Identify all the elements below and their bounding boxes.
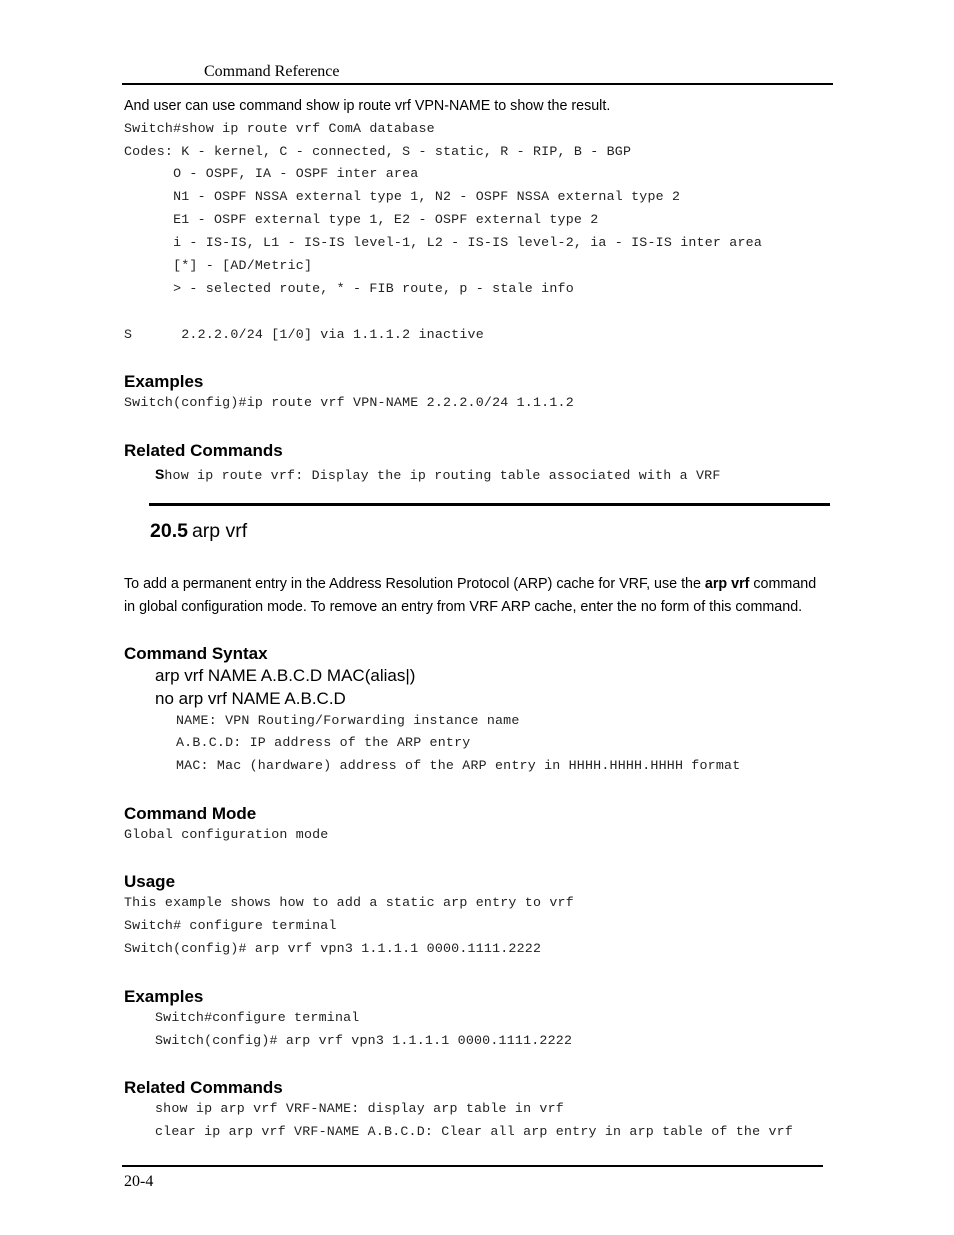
code-line: N1 - OSPF NSSA external type 1, N2 - OSPF NSSA external type 2	[124, 189, 681, 204]
section-number: 20.5	[150, 520, 188, 542]
code-line: O - OSPF, IA - OSPF inter area	[124, 166, 419, 181]
code-line: > - selected route, * - FIB route, p - stale info	[124, 281, 574, 296]
code-line: [*] - [AD/Metric]	[124, 258, 313, 273]
syntax-line: arp vrf NAME A.B.C.D MAC(alias|)	[155, 666, 416, 685]
section-rule	[149, 503, 830, 506]
description-line-1: To add a permanent entry in the Address Resolution Protocol (ARP) cache for VRF, use the arp vrf command	[124, 576, 817, 592]
code-line: E1 - OSPF external type 1, E2 - OSPF external type 2	[124, 212, 599, 227]
header-rule	[122, 83, 833, 85]
header-title: Command Reference	[204, 63, 340, 80]
syntax-param: A.B.C.D: IP address of the ARP entry	[176, 735, 471, 750]
examples-heading: Examples	[124, 372, 204, 391]
related-commands-heading: Related Commands	[124, 1078, 283, 1097]
related-command-line: show ip arp vrf VRF-NAME: display arp table in vrf	[155, 1101, 564, 1116]
example-code-line: Switch(config)#ip route vrf VPN-NAME 2.2.2.0/24 1.1.1.2	[124, 395, 574, 410]
code-line: Switch#show ip route vrf ComA database	[124, 121, 435, 136]
usage-line: Switch(config)# arp vrf vpn3 1.1.1.1 0000.1111.2222	[124, 941, 542, 956]
syntax-line: no arp vrf NAME A.B.C.D	[155, 689, 346, 708]
example-code-line: Switch(config)# arp vrf vpn3 1.1.1.1 0000.1111.2222	[155, 1033, 573, 1048]
examples-heading: Examples	[124, 987, 204, 1006]
page-number: 20-4	[124, 1173, 154, 1190]
description-line-2: in global configuration mode. To remove an entry from VRF ARP cache, enter the no form of this command.	[124, 599, 803, 615]
related-commands-heading: Related Commands	[124, 441, 283, 460]
usage-line: This example shows how to add a static arp entry to vrf	[124, 895, 574, 910]
syntax-param: NAME: VPN Routing/Forwarding instance name	[176, 713, 520, 728]
section-heading	[150, 520, 247, 543]
command-mode-heading: Command Mode	[124, 804, 257, 823]
related-command-lead: S	[155, 466, 165, 482]
related-command-rest: how ip route vrf: Display the ip routing table associated with a VRF	[164, 468, 721, 483]
section-title: arp vrf	[191, 520, 248, 542]
code-line: S 2.2.2.0/24 [1/0] via 1.1.1.2 inactive	[124, 327, 484, 342]
related-command-line: clear ip arp vrf VRF-NAME A.B.C.D: Clear all arp entry in arp table of the vrf	[155, 1124, 793, 1139]
command-mode-value: Global configuration mode	[124, 827, 329, 842]
footer-rule	[122, 1165, 823, 1167]
usage-line: Switch# configure terminal	[124, 918, 337, 933]
related-command-line	[155, 466, 721, 484]
command-syntax-heading: Command Syntax	[124, 644, 268, 663]
example-code-line: Switch#configure terminal	[155, 1010, 360, 1025]
code-line: Codes: K - kernel, C - connected, S - static, R - RIP, B - BGP	[124, 144, 632, 159]
command-name-bold: arp vrf	[704, 576, 750, 592]
syntax-param: MAC: Mac (hardware) address of the ARP entry in HHHH.HHHH.HHHH format	[176, 758, 741, 773]
usage-heading: Usage	[124, 872, 176, 891]
intro-text: And user can use command show ip route vrf VPN-NAME to show the result.	[124, 98, 611, 114]
code-line: i - IS-IS, L1 - IS-IS level-1, L2 - IS-IS level-2, ia - IS-IS inter area	[124, 235, 762, 250]
